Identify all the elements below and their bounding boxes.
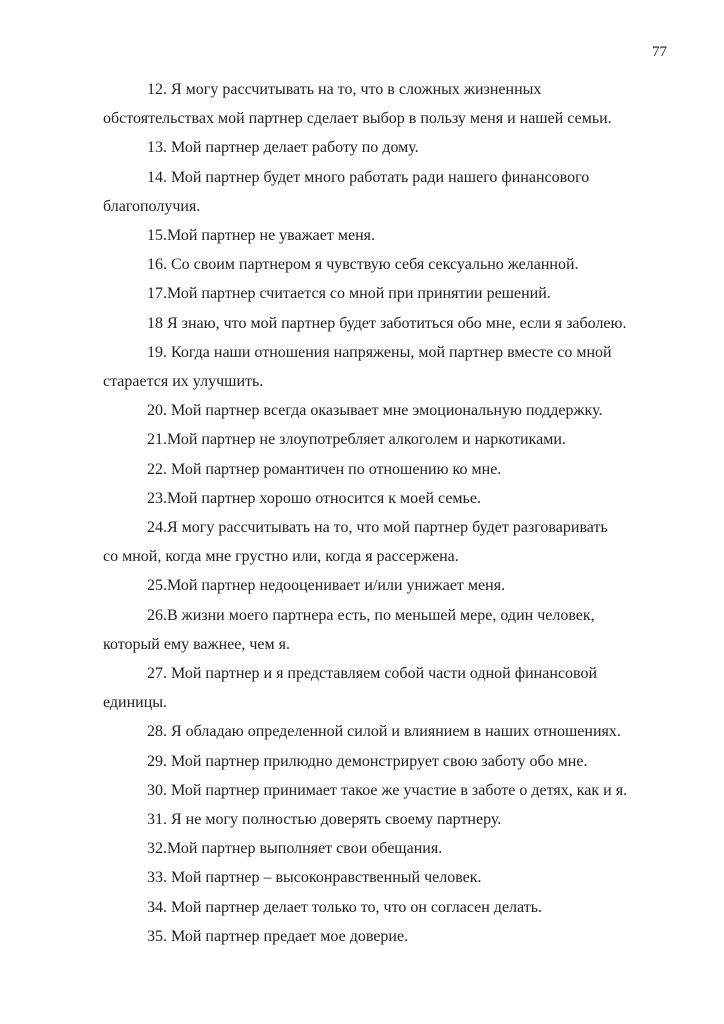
item-text-line: 30. Мой партнер принимает такое же участие в заботе о детях, как и я. [147,781,628,799]
questionnaire-item [103,834,663,863]
item-text-line: 15.Мой партнер не уважает меня. [147,227,376,245]
item-text-line: 27. Мой партнер и я представляем собой части одной финансовой [147,665,597,683]
item-text-line: 17.Мой партнер считается со мной при принятии решений. [147,285,551,303]
item-text-line: который ему важнее, чем я. [103,635,290,653]
item-text-line: старается их улучшить. [103,373,264,391]
questionnaire-item [103,279,663,308]
questionnaire-item [103,163,663,221]
item-text-line: 33. Мой партнер – высоконравственный человек. [147,869,482,887]
item-text-line: 16. Со своим партнером я чувствую себя сексуально желанной. [147,256,579,274]
page-number: 77 [652,44,667,60]
questionnaire-item [103,309,663,338]
item-text-line: 19. Когда наши отношения напряжены, мой партнер вместе со мной [147,343,612,361]
item-text-line: 12. Я могу рассчитывать на то, что в сложных жизненных [147,81,542,98]
item-text-line: 31. Я не могу полностью доверять своему партнеру. [147,811,502,829]
item-text-line: 34. Мой партнер делает только то, что он согласен делать. [147,898,543,916]
questionnaire-item [103,922,663,951]
item-text-line: 24.Я могу рассчитывать на то, что мой партнер будет разговаривать [147,519,608,537]
questionnaire-item [103,75,663,133]
item-text-line: 26.В жизни моего партнера есть, по меньшей мере, один человек, [147,606,595,624]
item-text-line: 21.Мой партнер не злоупотребляет алкоголем и наркотиками. [147,431,566,449]
questionnaire-item [103,221,663,250]
questionnaire-item [103,805,663,834]
item-text-line: 25.Мой партнер недооценивает и/или унижает меня. [147,577,506,595]
item-text-line: 14. Мой партнер будет много работать ради нашего финансового [147,168,590,186]
questionnaire-item [103,513,663,571]
questionnaire-item [103,484,663,513]
item-text-line: обстоятельствах мой партнер сделает выбор в пользу меня и нашей семьи. [103,110,612,128]
item-text-line: 32.Мой партнер выполняет свои обещания. [147,840,443,858]
item-text-line: благополучия. [103,197,201,215]
questionnaire-item [103,133,663,162]
questionnaire-item [103,455,663,484]
questionnaire-items [103,75,663,951]
questionnaire-item [103,893,663,922]
questionnaire-item [103,425,663,454]
item-text-line: 35. Мой партнер предает мое доверие. [147,927,409,945]
questionnaire-item [103,776,663,805]
item-text-line: 20. Мой партнер всегда оказывает мне эмоциональную поддержку. [147,402,603,420]
questionnaire-item [103,659,663,717]
item-text-line: со мной, когда мне грустно или, когда я рассержена. [103,548,459,566]
item-text-line: 22. Мой партнер романтичен по отношению ко мне. [147,460,502,478]
item-text-line: единицы. [103,694,168,712]
item-text-line: 18 Я знаю, что мой партнер будет заботиться обо мне, если я заболею. [147,314,627,332]
questionnaire-item [103,863,663,892]
questionnaire-item [103,338,663,396]
item-text-line: 23.Мой партнер хорошо относится к моей семье. [147,489,481,507]
item-text-line: 13. Мой партнер делает работу по дому. [147,139,419,157]
questionnaire-item [103,396,663,425]
item-text-line: 29. Мой партнер прилюдно демонстрирует свою заботу обо мне. [147,752,588,770]
questionnaire-item [103,250,663,279]
questionnaire-item [103,571,663,600]
questionnaire-item [103,601,663,659]
questionnaire-item [103,717,663,746]
questionnaire-item [103,747,663,776]
item-text-line: 28. Я обладаю определенной силой и влиянием в наших отношениях. [147,723,621,741]
